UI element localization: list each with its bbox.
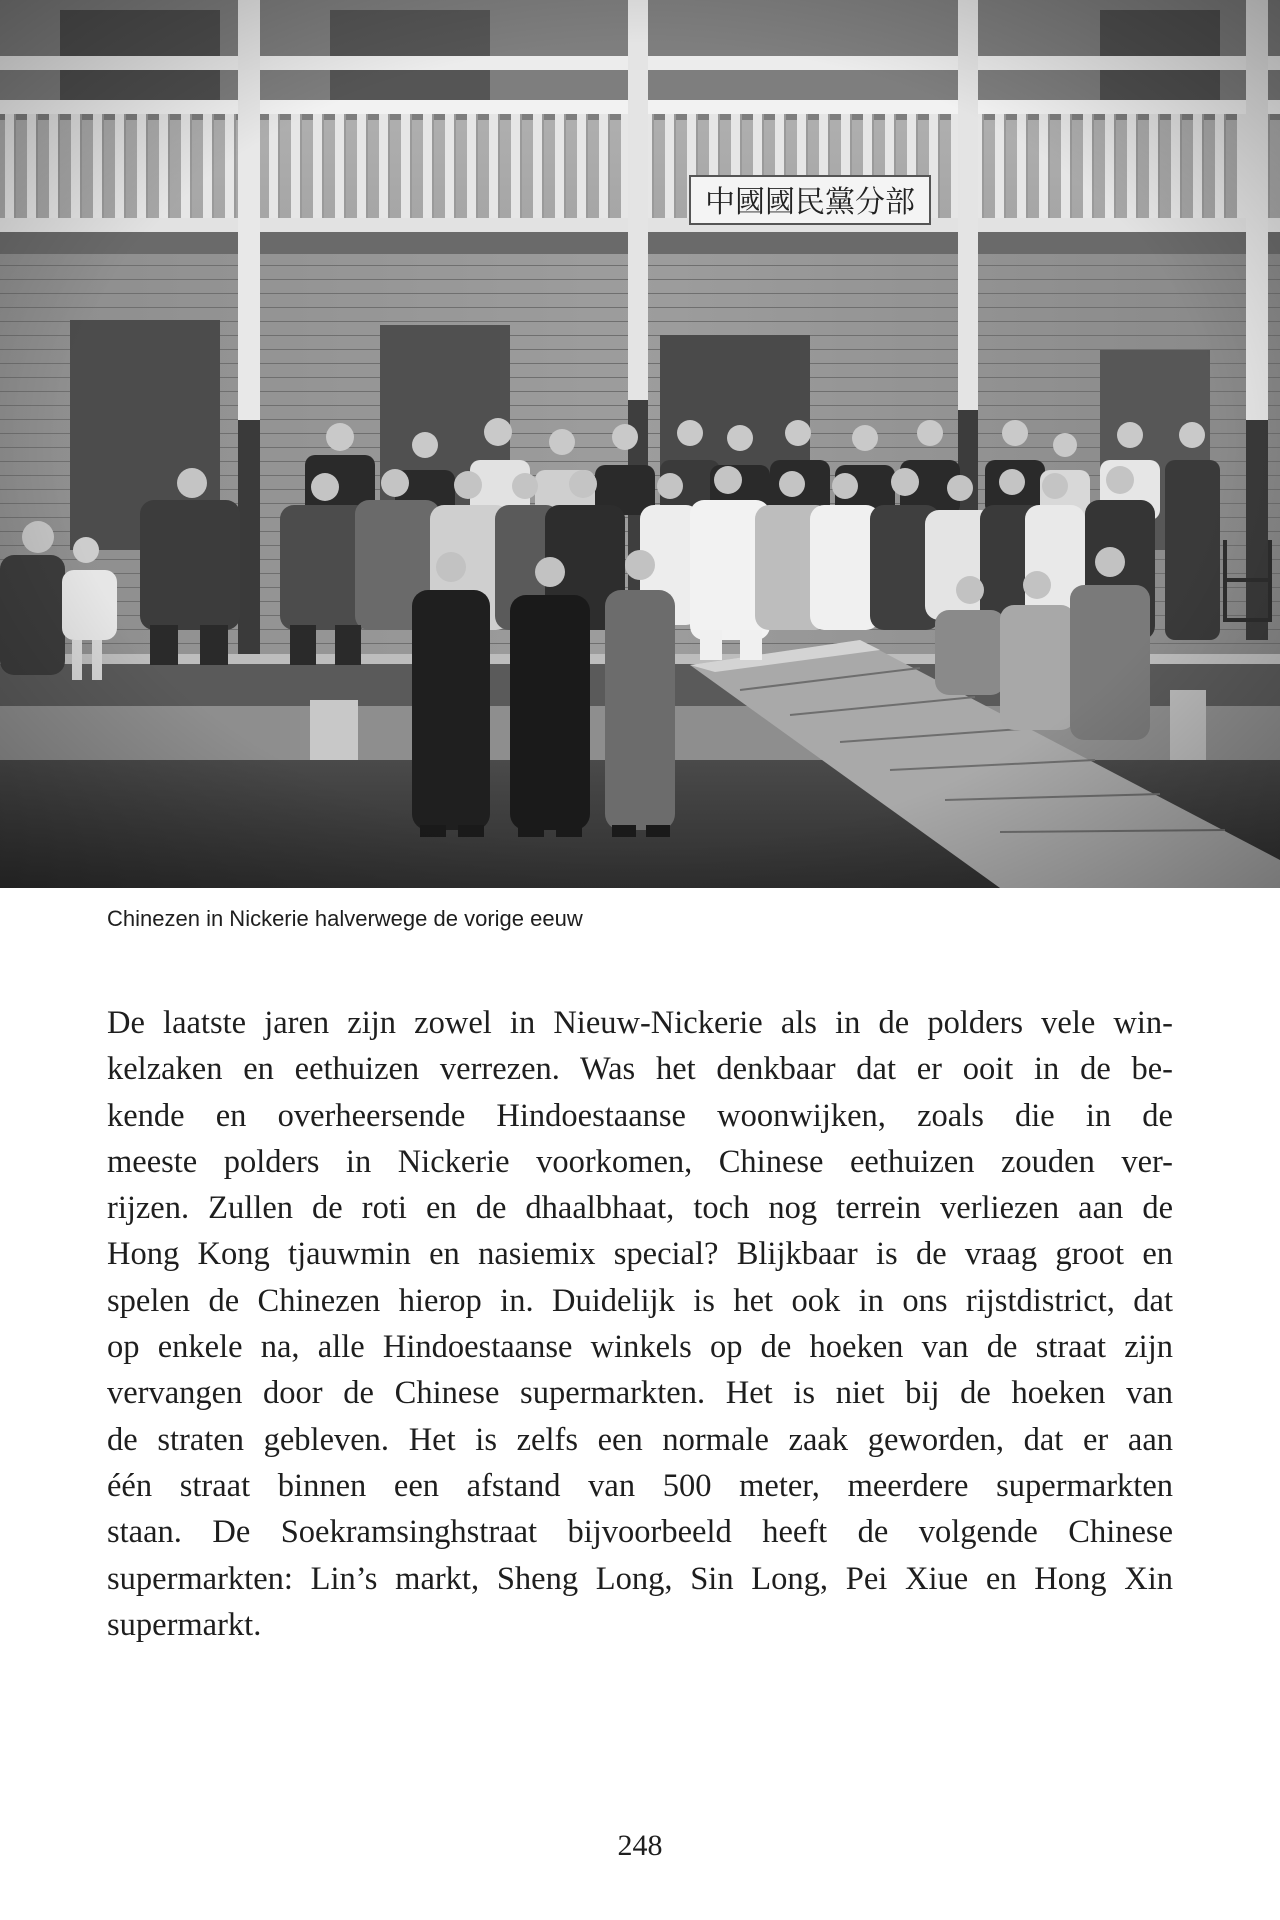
paragraph-line: kende en overheersende Hindoestaanse woonwijken, zoals die in de — [107, 1097, 1173, 1134]
paragraph-line: vervangen door de Chinese supermarkten. Het is niet bij de hoeken van — [107, 1375, 1173, 1412]
paragraph-line: staan. De Soekramsinghstraat bijvoorbeeld heeft de volgende Chinese — [107, 1514, 1173, 1551]
paragraph-line: meeste polders in Nickerie voorkomen, Chinese eethuizen zouden ver- — [107, 1143, 1173, 1180]
photo-caption: Chinezen in Nickerie halverwege de vorige eeuw — [107, 906, 583, 931]
paragraph-line: rijzen. Zullen de roti en de dhaalbhaat, toch nog terrein verliezen aan de — [107, 1190, 1173, 1227]
paragraph-line: de straten gebleven. Het is zelfs een normale zaak geworden, dat er aan — [107, 1421, 1173, 1458]
paragraph-line: supermarkten: Lin’s markt, Sheng Long, Sin Long, Pei Xiue en Hong Xin — [107, 1560, 1173, 1597]
page-number: 248 — [617, 1829, 663, 1862]
paragraph-line: op enkele na, alle Hindoestaanse winkels op de hoeken van de straat zijn — [107, 1329, 1173, 1366]
paragraph-line: één straat binnen een afstand van 500 meter, meerdere supermarkten — [107, 1467, 1173, 1504]
paragraph-line: De laatste jaren zijn zowel in Nieuw-Nickerie als in de polders vele win- — [107, 1005, 1173, 1041]
paragraph-line: spelen de Chinezen hierop in. Duidelijk is het ook in ons rijstdistrict, dat — [107, 1282, 1173, 1319]
paragraph-line: supermarkt. — [107, 1606, 262, 1643]
paragraph-line: Hong Kong tjauwmin en nasiemix special? Blijkbaar is de vraag groot en — [107, 1236, 1173, 1273]
historical-photo — [0, 0, 1280, 888]
photo-illustration — [0, 0, 1280, 888]
body-paragraph — [107, 1000, 1173, 1648]
paragraph-line: kelzaken en eethuizen verrezen. Was het denkbaar dat er ooit in de be- — [107, 1051, 1173, 1088]
